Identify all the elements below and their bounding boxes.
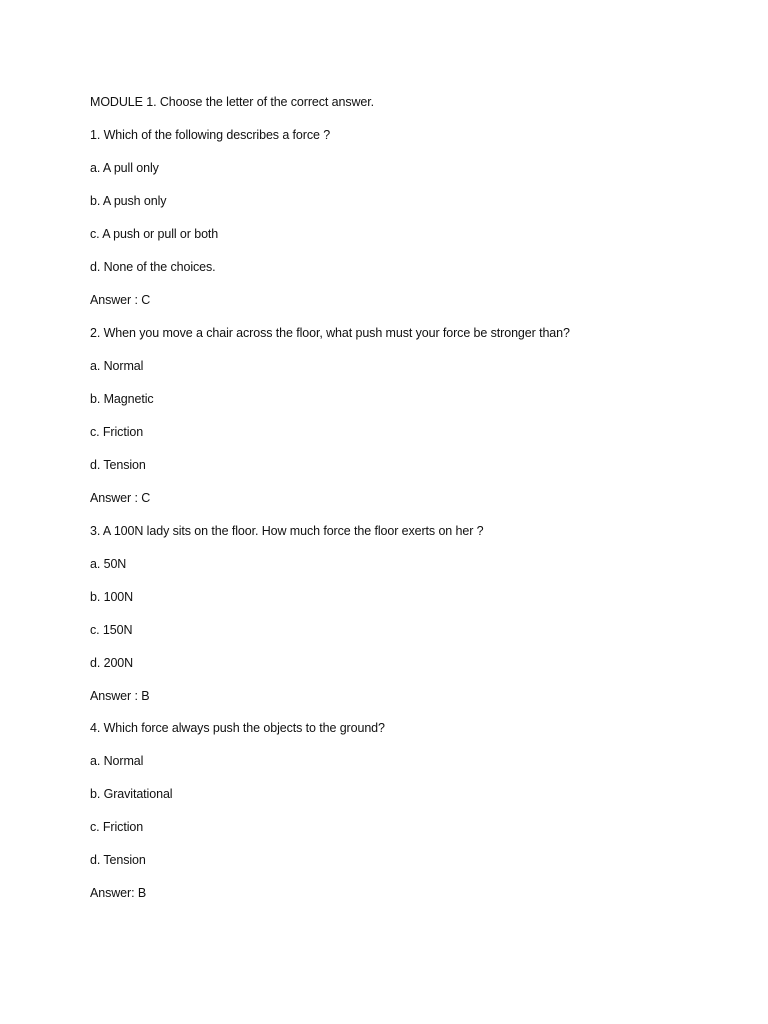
choice-b: b. Gravitational: [90, 787, 173, 801]
answer-line: Answer : B: [90, 689, 150, 703]
choice-a: a. Normal: [90, 754, 144, 768]
question-text: 4. Which force always push the objects to the ground?: [90, 721, 385, 735]
choice-d: d. Tension: [90, 458, 146, 472]
choice-c: c. Friction: [90, 425, 144, 439]
question-text: 1. Which of the following describes a force ?: [90, 128, 331, 142]
choice-b: b. Magnetic: [90, 392, 154, 406]
answer-line: Answer: B: [90, 886, 147, 900]
choice-b: b. A push only: [90, 194, 167, 208]
choice-a: a. A pull only: [90, 161, 159, 175]
choice-a: a. Normal: [90, 359, 144, 373]
choice-d: d. 200N: [90, 656, 134, 670]
choice-b: b. 100N: [90, 590, 134, 604]
choice-c: c. Friction: [90, 820, 144, 834]
answer-line: Answer : C: [90, 491, 151, 505]
choice-d: d. None of the choices.: [90, 260, 216, 274]
choice-a: a. 50N: [90, 557, 127, 571]
choice-d: d. Tension: [90, 853, 146, 867]
choice-c: c. 150N: [90, 623, 133, 637]
choice-c: c. A push or pull or both: [90, 227, 219, 241]
question-text: 3. A 100N lady sits on the floor. How much force the floor exerts on her ?: [90, 524, 484, 538]
module-header: MODULE 1. Choose the letter of the correct answer.: [90, 95, 375, 109]
answer-line: Answer : C: [90, 293, 151, 307]
question-text: 2. When you move a chair across the floor, what push must your force be stronger than?: [90, 326, 570, 340]
